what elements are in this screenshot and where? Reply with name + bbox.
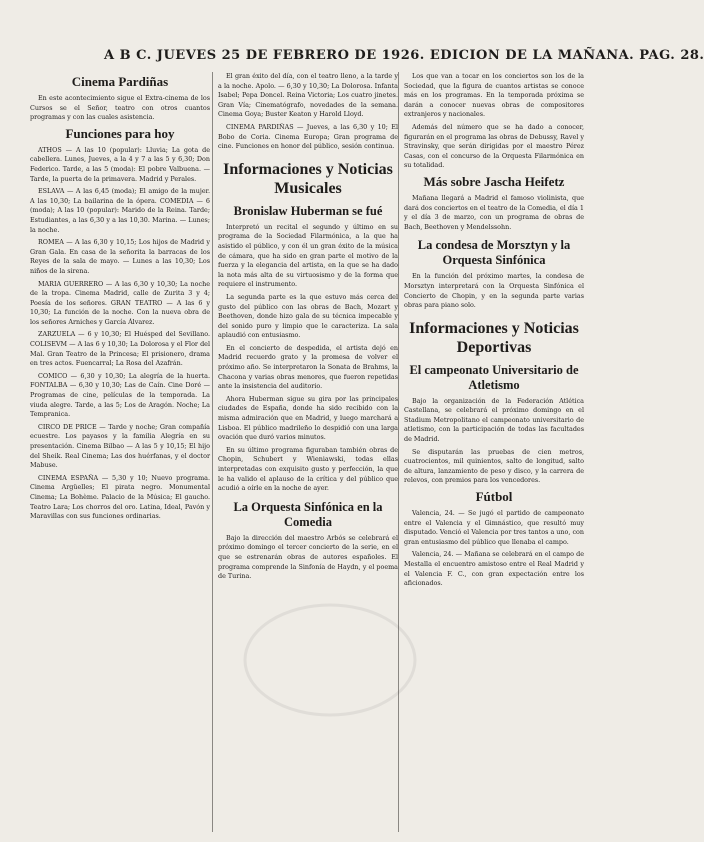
paragraph: ESLAVA — A las 6,45 (moda); El amigo de la mujer. A las 10,30; La bailarina de la ópera. COMEDIA — 6 (moda); A las 10 (popular): Marido de la Reina. Tarde; Estudiantes, a las 6,30 y a las 10,30. Marina. — Lunes; la noche. — [30, 187, 210, 234]
paragraph: En su último programa figuraban también obras de Chopin, Schubert y Wieniawski, todas ellas interpretadas con exquisito gusto y perfección, la que le ha valido el aplauso de la crítica y del público que acudió a oírle en la noche de ayer. — [218, 445, 398, 493]
paragraph: Mañana llegará a Madrid el famoso violinista, que dará dos conciertos en el teatro de la Comedia, el día 1 y el día 3 de marzo, con un programa de obras de Bach, Beethoven y Mendelssohn. — [404, 193, 584, 231]
paragraph: Valencia, 24. — Mañana se celebrará en el campo de Mestalla el encuentro amistoso entre el Real Madrid y el Valencia F. C., con gran expectación entre los aficionados. — [404, 550, 584, 588]
column-1 — [30, 72, 210, 832]
watermark-stamp — [240, 600, 420, 720]
heading-musicales: Informaciones y Noticias Musicales — [223, 160, 393, 197]
paragraph: En este acontecimiento sigue el Extra-cinema de los Cursos se el Señor, teatro con otros cuantos programas y con las cuales asistencia. — [30, 94, 210, 122]
page-header: A B C. JUEVES 25 DE FEBRERO DE 1926. EDICION DE LA MAÑANA. PAG. 28. — [104, 48, 704, 63]
paragraph: Bajo la dirección del maestro Arbós se celebrará el próximo domingo el tercer concierto de la serie, en el que se estrenarán obras de autores españoles. El programa comprende la Sinfonía de Haydn, y el poema de Turina. — [218, 533, 398, 581]
paragraph: En el concierto de despedida, el artista dejó en Madrid recuerdo grato y la promesa de volver el próximo año. Se interpretaron la Sonata de Brahms, la Chacona y varias obras menores, que fueron repetidas ante la insistencia del auditorio. — [218, 343, 398, 391]
heading-huberman: Bronislaw Huberman se fué — [233, 203, 383, 218]
paragraph: El gran éxito del día, con el teatro lleno, a la tarde y a la noche. Apolo. — 6,30 y 10,30; La Dolorosa. Infanta Isabel; Pepa Doncel. Reina Victoria; Los cuatro jinetes. Gran Vía; Cinematógrafo, novedades de la semana. Cinema Goya; Buster Keaton y Harold Lloyd. — [218, 72, 398, 119]
column-3 — [404, 72, 584, 832]
paragraph: COMICO — 6,30 y 10,30; La alegría de la huerta. FONTALBA — 6,30 y 10,30; Las de Caín. Cine Doré — Programas de cine, películas de la temporada. La viuda alegre. Tarde, a las 5; Los de Aragón. Noche; La Tempranica. — [30, 371, 210, 419]
paragraph: CINEMA PARDIÑAS — Jueves, a las 6,30 y 10; El Bobo de Coria. Cinema Europa; Gran programa de cine. Funciones en honor del público, sesión continua. — [218, 122, 398, 151]
paragraph: CIRCO DE PRICE — Tarde y noche; Gran compañía ecuestre. Los payasos y la familia Alegría en su presentación. Cinema Bilbao — A las 5 y 10,15; El hijo del Sheik. Real Cinema; Las dos huérfanas, y el doctor Mabuse. — [30, 422, 210, 470]
paragraph: Valencia, 24. — Se jugó el partido de campeonato entre el Valencia y el Gimnástico, que resultó muy disputado. Venció el Valencia por tres tantos a uno, con gran entusiasmo del público que llenaba el campo. — [404, 509, 584, 546]
paragraph: Ahora Huberman sigue su gira por las principales ciudades de España, donde ha sido recibido con la misma admiración que en Madrid, y luego marchará a Lisboa. El público madrileño lo despidió con una larga ovación que duró varios minutos. — [218, 394, 398, 442]
column-divider — [212, 72, 213, 832]
paragraph: Interpretó un recital el segundo y último en su programa de la Sociedad Filarmónica, a la que ha asistido el público, y con él un gran éxito de la música de cámara, que ha sido en gran parte el motivo de la fuerza y la elegancia del artista, en la que se ha dado la nota más alta de su virtuosismo y de la forma que requiere el instrumento. — [218, 222, 398, 289]
heading-atletismo: El campeonato Universitario de Atletismo — [409, 362, 579, 392]
paragraph: ZARZUELA — 6 y 10,30; El Huésped del Sevillano. COLISEVM — A las 6 y 10,30; La Dolorosa y el Flor del Mal. Gran Teatro de la Princesa; El prisionero, drama en tres actos. Fuencarral; La Rosa del Azafrán. — [30, 330, 210, 368]
paragraph: ROMEA — A las 6,30 y 10,15; Los hijos de Madrid y Gran Gala. En casa de la señorita la barracas de los Reyes de la sala de mayo. — Lunes a las 10,30; Los niños de la sirena. — [30, 238, 210, 275]
paragraph: Además del número que se ha dado a conocer, figurarán en el programa las obras de Debussy, Ravel y Stravinsky, que serán dirigidas por el maestro Pérez Casas, con el concurso de la Orquesta Filarmónica en su totalidad. — [404, 122, 584, 170]
paragraph: Los que van a tocar en los conciertos son los de la Sociedad, que la figura de cuantos artistas se conoce más en los programas. En la temporada próxima se darán a conocer nuevas obras de compositores extranjeros y nacionales. — [404, 72, 584, 119]
paragraph: En la función del próximo martes, la condesa de Morsztyn interpretará con la Orquesta Sinfónica el Concierto de Chopin, y en la segunda parte varias obras para piano solo. — [404, 272, 584, 310]
paragraph: La segunda parte es la que estuvo más cerca del gusto del público con las obras de Bach, Mozart y Beethoven, donde hizo gala de su técnica impecable y del sonido puro y limpio que le caracteriza. La sala aplaudió con entusiasmo. — [218, 292, 398, 340]
paragraph: MARIA GUERRERO — A las 6,30 y 10,30; La noche de la tropa. Cinema Madrid, calle de Zurita 3 y 4; Poesía de los señores. GRAN TEATRO — A las 6 y 10,30; La función de la noche. Con la nueva obra de los señores Arniches y García Álvarez. — [30, 279, 210, 326]
paragraph: CINEMA ESPAÑA — 5,30 y 10; Nuevo programa. Cinema Argüelles; El pirata negro. Monumental Cinema; La Bohème. Palacio de la Música; El gaucho. Teatro Lara; Los chorros del oro. Latina, Ideal, Pavón y Maravillas con sus funciones ordinarias. — [30, 473, 210, 521]
paragraph: Bajo la organización de la Federación Atlética Castellana, se celebrará el próximo domingo en el Stadium Metropolitano el campeonato universitario de atletismo, con la participación de todas las facultades de Madrid. — [404, 396, 584, 444]
heading-deportivas: Informaciones y Noticias Deportivas — [409, 319, 579, 356]
heading-funciones: Funciones para hoy — [65, 125, 175, 141]
paragraph: Se disputarán las pruebas de cien metros, cuatrocientos, mil quinientos, salto de longitud, salto de altura, lanzamiento de peso y disco, y la carrera de relevos, con premios para los vencedores. — [404, 447, 584, 485]
heading-cinema-pardinas: Cinema Pardiñas — [71, 74, 169, 89]
heading-heifetz: Más sobre Jascha Heifetz — [423, 173, 565, 189]
heading-morsztyn: La condesa de Morsztyn y la Orquesta Sinfónica — [417, 238, 571, 268]
heading-futbol: Fútbol — [475, 489, 513, 505]
heading-orquesta-comedia: La Orquesta Sinfónica en la Comedia — [233, 499, 383, 529]
paragraph: ATHOS — A las 10 (popular): Lluvia; La gota de cabellera. Lunes, Jueves, a la 4 y 7 a las 5 y 6,30; Don Federico. Tarde, a las 5 (moda): El pobre Valbuena. — Tarde, la puerta de la primavera. Madrid y Perales. — [30, 145, 210, 183]
